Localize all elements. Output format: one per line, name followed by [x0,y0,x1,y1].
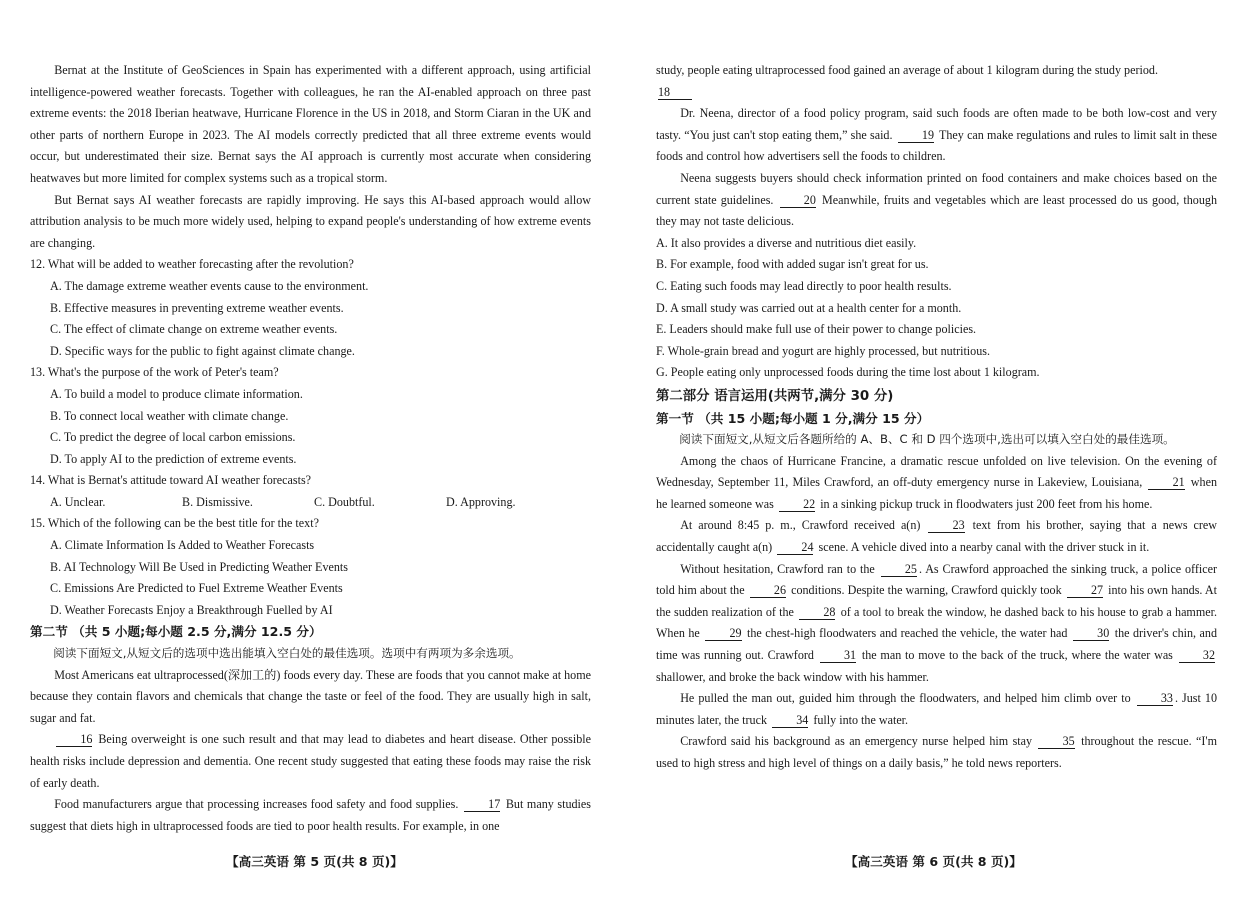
question-13-option-c: C. To predict the degree of local carbon emissions. [50,430,296,445]
left-page-column [30,60,591,837]
question-14: 14. What is Bernat's attitude toward AI weather forecasts? [30,473,312,488]
question-13-option-b: B. To connect local weather with climate change. [50,408,289,423]
right-page-column [656,60,1217,775]
question-15-option-d: D. Weather Forecasts Enjoy a Breakthrough Fuelled by AI [50,602,333,617]
passage-paragraph-bernat-approach: Bernat at the Institute of GeoSciences in Spain has experimented with a different approach, using artificial intelligence-powered weather forecasts. Together with colleagues, he ran the AI-enabled approach on three past extreme events: the 2018 Iberian heatwave, Hurricane Florence in the US in 2018, and Storm Ciaran in the UK and other parts of northern Europe in 2023. The AI models correctly predicted that all three extreme events would occur, but underestimated their size. Bernat says the AI approach is currently most accurate when considering heatwaves but more limited for complex systems such as a tropical storm. [30,63,591,185]
seven-choice-option-g: G. People eating only unprocessed foods during the time lost about 1 kilogram. [656,365,1040,380]
question-14-option-b: B. Dismissive. [182,494,253,509]
cloze-paragraph-2: At around 8:45 p. m., Crawford received a(n) 23 text from his brother, saying that a news crew accidentally caught a(n) 24 scene. A vehicle dived into a nearby canal with the driver stuck in it. [656,518,1218,555]
blank-16: 16 [56,733,92,747]
seven-choice-option-f: F. Whole-grain bread and yogurt are highly processed, but nutritious. [656,343,990,358]
cloze-paragraph-4: He pulled the man out, guided him through the floodwaters, and helped him climb over to 33 . Just 10 minutes later, the truck 34 fully into the water. [656,691,1218,727]
blank-22: 22 [779,498,815,512]
question-13: 13. What's the purpose of the work of Peter's team? [30,365,279,380]
blank-29: 29 [705,627,741,641]
question-14-options [30,492,591,514]
question-15: 15. Which of the following can be the best title for the text? [30,516,319,531]
blank-25: 25 [881,563,917,577]
passage-paragraph-study-continued: study, people eating ultraprocessed food gained an average of about 1 kilogram during the study period. 18 [656,63,1158,99]
cloze-paragraph-3: Without hesitation, Crawford ran to the 25 . As Crawford approached the sinking truck, a police officer told him about the 26 conditions. Despite the warning, Crawford quickly took 27 into his own hands. At the sudden realization of the 28 of a tool to break the window, he dashed back to his house to grab a hammer. When he 29 the chest-high floodwaters and reached the vehicle, the water had 30 the driver's chin, and time was running out. Crawford 31 the man to move to the back of the truck, where the water was 32 shallower, and broke the back window with his hammer. [656,561,1218,684]
section-2-instructions: 阅读下面短文,从短文后的选项中选出能填入空白处的最佳选项。选项中有两项为多余选项。 [53,646,521,661]
blank-26: 26 [750,584,786,598]
question-12-option-a: A. The damage extreme weather events cause to the environment. [50,278,369,293]
passage-paragraph-ai-improving: But Bernat says AI weather forecasts are rapidly improving. He says this AI-based approach would allow attribution analysis to be much more widely used, helping to expand people's understanding of how extreme events are changing. [30,192,591,250]
passage-paragraph-ultraprocessed: Most Americans eat ultraprocessed(深加工的) foods every day. These are foods that you cannot make at home because they contain flavors and chemicals that change the taste or feel of the food. They are usually high in salt, sugar and fat. [30,667,591,725]
question-12: 12. What will be added to weather forecasting after the revolution? [30,257,354,272]
seven-choice-option-c: C. Eating such foods may lead directly to poor health results. [656,278,952,293]
blank-31: 31 [820,649,856,663]
section-2-heading: 第二节 （共 5 小题;每小题 2.5 分,满分 12.5 分） [30,624,322,640]
question-12-option-c: C. The effect of climate change on extreme weather events. [50,322,338,337]
blank-23: 23 [928,519,964,533]
blank-24: 24 [777,541,813,555]
seven-choice-option-e: E. Leaders should make full use of their power to change policies. [656,322,977,337]
question-15-option-a: A. Climate Information Is Added to Weather Forecasts [50,538,315,553]
question-12-option-d: D. Specific ways for the public to fight against climate change. [50,343,355,358]
question-15-option-c: C. Emissions Are Predicted to Fuel Extreme Weather Events [50,581,343,596]
blank-17: 17 [464,798,500,812]
question-13-option-a: A. To build a model to produce climate information. [50,386,303,401]
blank-19: 19 [898,129,934,143]
question-15-option-b: B. AI Technology Will Be Used in Predicting Weather Events [50,559,348,574]
blank-18: 18 [658,86,692,100]
blank-34: 34 [772,714,808,728]
blank-35: 35 [1038,735,1074,749]
blank-20: 20 [780,194,816,208]
section-1-heading: 第一节 （共 15 小题;每小题 1 分,满分 15 分） [656,410,930,426]
blank-27: 27 [1067,584,1103,598]
cloze-paragraph-1: Among the chaos of Hurricane Francine, a dramatic rescue unfolded on live television. On the evening of Wednesday, September 11, Miles Crawford, an off-duty emergency nurse in Lakeview, Louisiana, 21 when he learned someone was 22 in a sinking pickup truck in floodwaters just 200 feet from his home. [656,453,1217,511]
passage-paragraph-blank-17: Food manufacturers argue that processing increases food safety and food supplies. 17 But many studies suggest that diets high in ultraprocessed foods are tied to poor health results. For example, in one [30,797,591,833]
seven-choice-option-a: A. It also provides a diverse and nutritious diet easily. [656,235,917,250]
seven-choice-option-d: D. A small study was carried out at a health center for a month. [656,300,962,315]
question-14-option-d: D. Approving. [446,494,516,509]
cloze-paragraph-5: Crawford said his background as an emergency nurse helped him stay 35 throughout the rescue. “I'm used to high stress and high level of things on a daily basis,” he told news reporters. [656,734,1217,770]
page-footer-left: 【高三英语 第 5 页(共 8 页)】 [226,854,403,869]
blank-30: 30 [1073,627,1109,641]
passage-paragraph-neena-suggests: Neena suggests buyers should check information printed on food containers and make choices based on the current state guidelines. 20 Meanwhile, fruits and vegetables which are least processed do us good, though they may not taste delicious. [656,170,1217,229]
question-14-option-c: C. Doubtful. [314,494,375,509]
blank-32: 32 [1179,649,1215,663]
question-14-option-a: A. Unclear. [50,494,106,509]
passage-paragraph-blank-16: 16 Being overweight is one such result and that may lead to diabetes and heart disease. Other possible health risks include depression and dementia. One recent study suggested that eating these foods may raise the risk of early death. [30,732,591,790]
blank-33: 33 [1137,692,1173,706]
passage-paragraph-dr-neena: Dr. Neena, director of a food policy program, said such foods are often made to be both low-cost and very tasty. “You just can't stop eating them,” she said. 19 They can make regulations and rules to limit salt in these foods and control how advertisers sell the foods to children. [656,106,1217,164]
page-footer-right: 【高三英语 第 6 页(共 8 页)】 [845,854,1022,869]
seven-choice-option-b: B. For example, food with added sugar isn't great for us. [656,257,929,272]
question-12-option-b: B. Effective measures in preventing extreme weather events. [50,300,344,315]
section-1-instructions: 阅读下面短文,从短文后各题所给的 A、B、C 和 D 四个选项中,选出可以填入空白处的最佳选项。 [679,432,1175,447]
blank-28: 28 [799,606,835,620]
blank-21: 21 [1148,476,1184,490]
question-13-option-d: D. To apply AI to the prediction of extreme events. [50,451,297,466]
part-2-heading: 第二部分 语言运用(共两节,满分 30 分) [656,388,894,404]
